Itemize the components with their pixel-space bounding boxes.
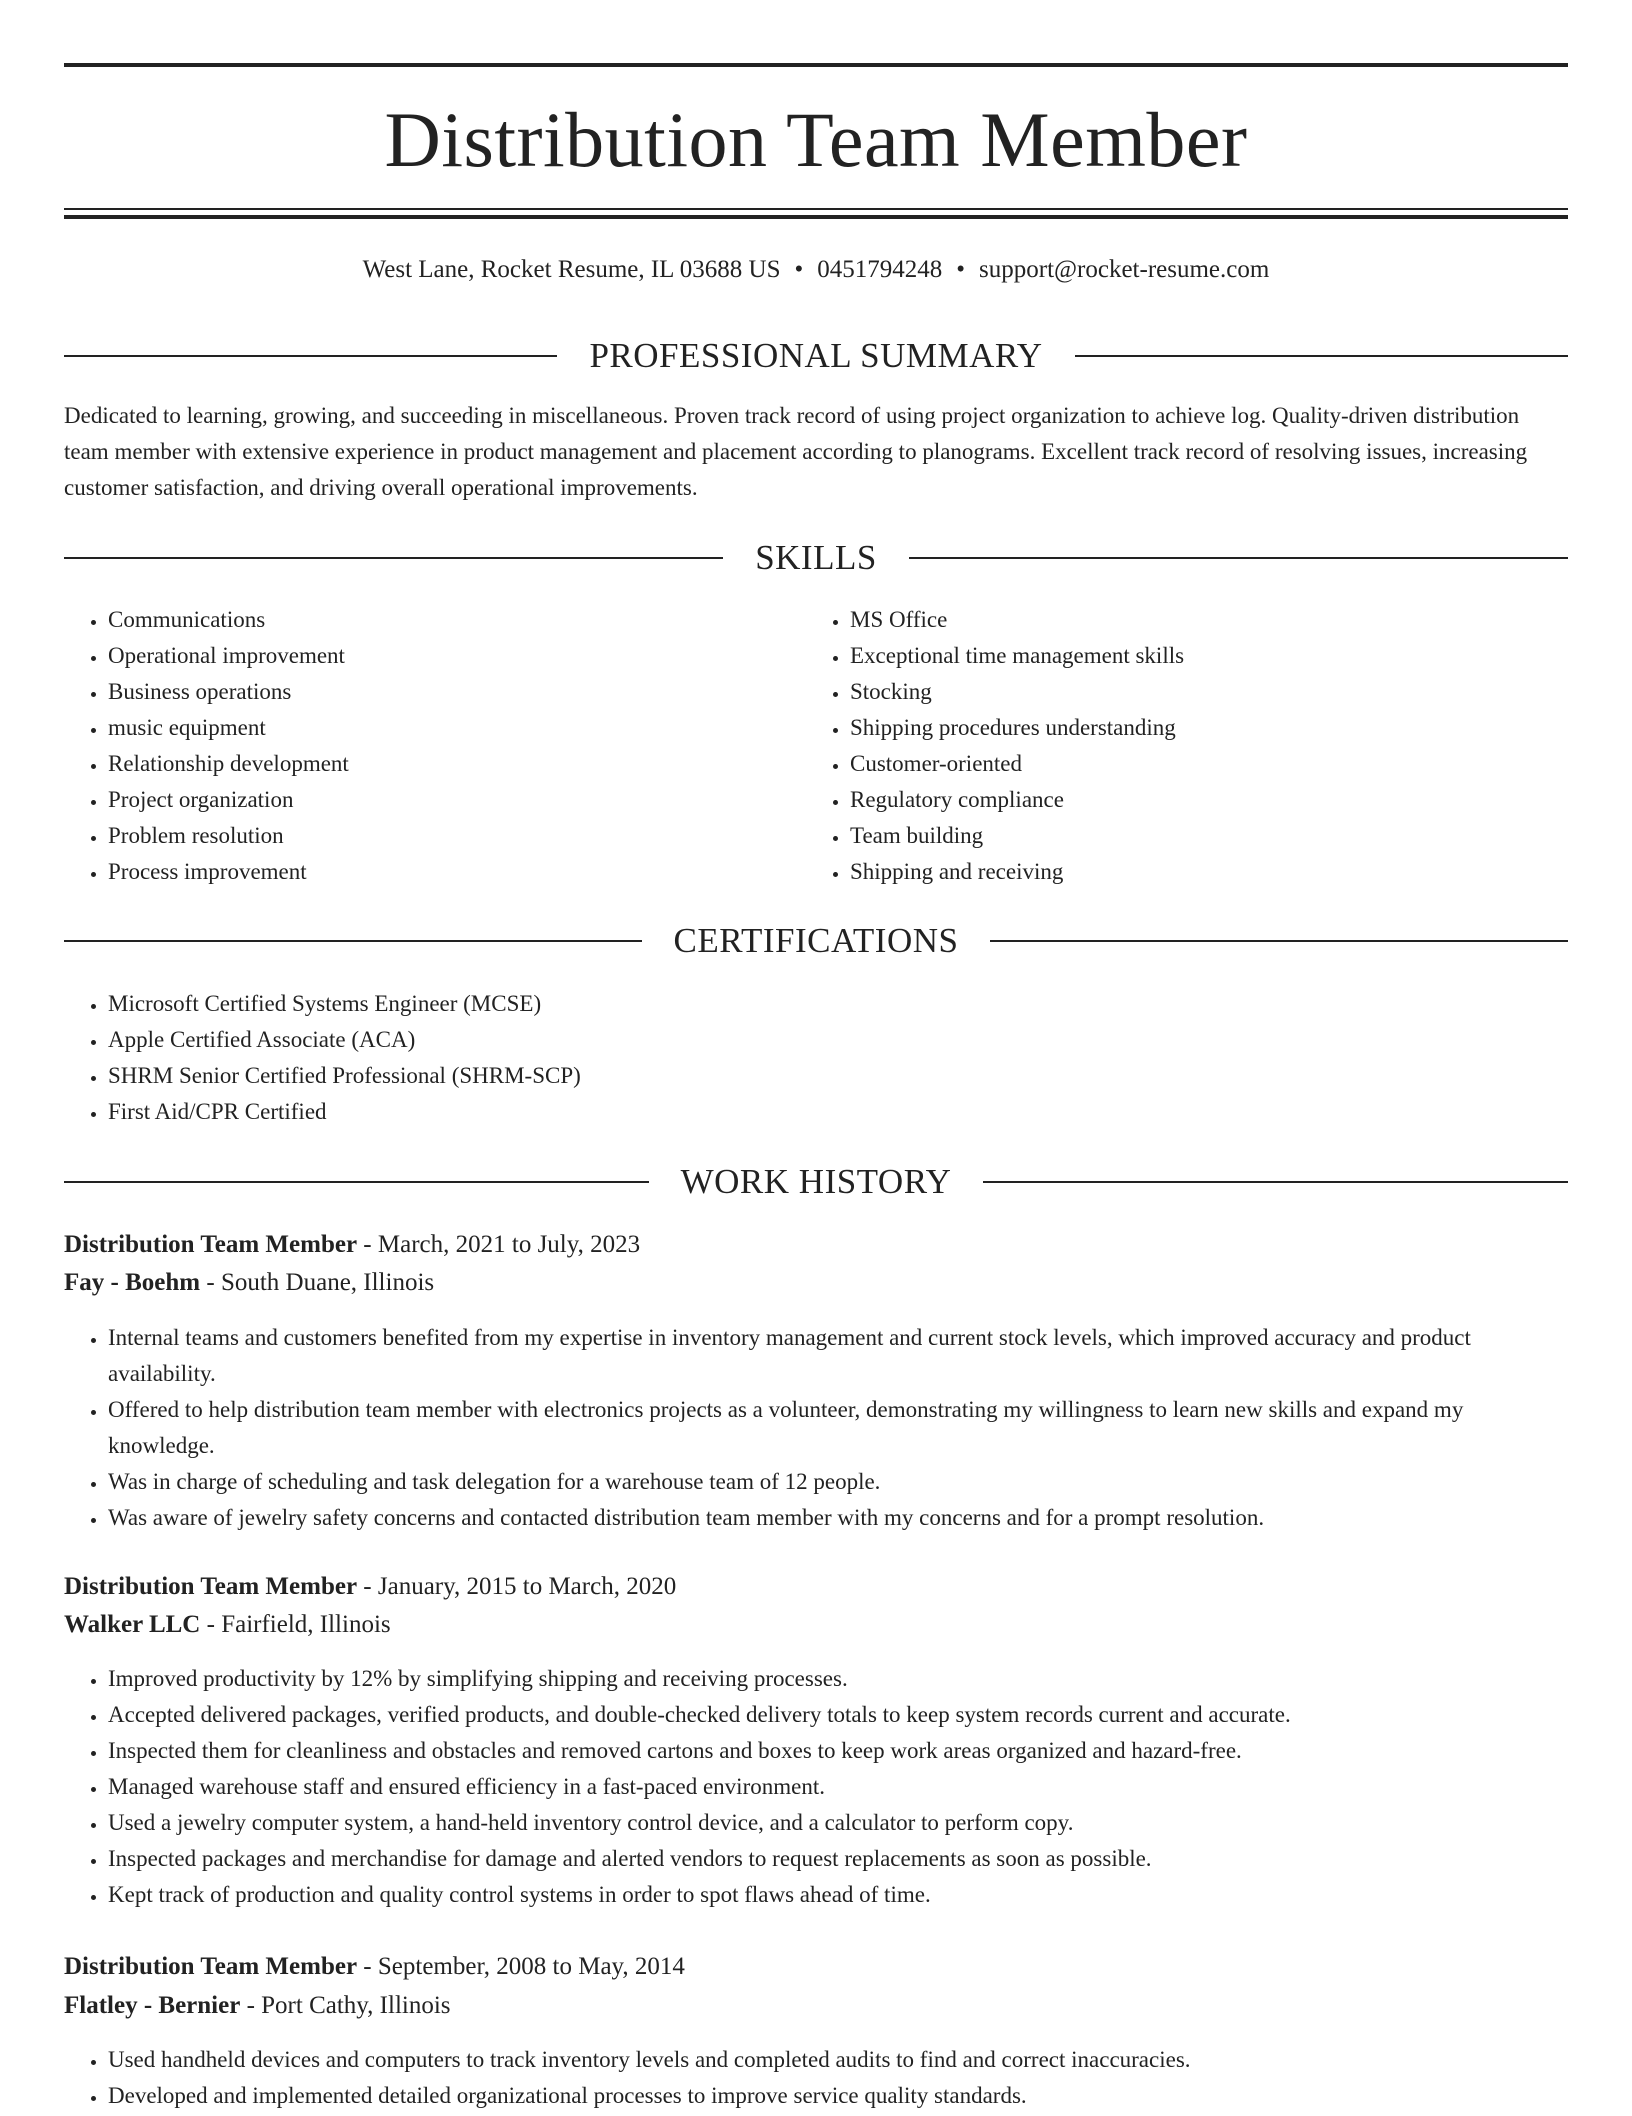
- job-company: Fay - Boehm: [64, 1269, 201, 1296]
- job-dates: March, 2021 to July, 2023: [377, 1231, 641, 1258]
- job-dash: -: [357, 1953, 378, 1980]
- job-company-line: [64, 1265, 1568, 1301]
- skill-item: • Customer-oriented: [850, 746, 1610, 782]
- header-rule-upper: [64, 208, 1568, 210]
- heading-line-right: [983, 1181, 1568, 1183]
- skill-item: • Problem resolution: [108, 818, 808, 854]
- certification-item: • SHRM Senior Certified Professional (SHRM-SCP): [108, 1058, 1568, 1094]
- job-dash: -: [357, 1573, 378, 1600]
- job-bullet: • Kept track of production and quality control systems in order to spot flaws ahead of time.: [108, 1877, 1568, 1913]
- contact-separator: •: [956, 256, 966, 283]
- job-title: Distribution Team Member: [64, 1573, 358, 1600]
- contact-separator: •: [794, 256, 804, 283]
- header-rule-lower: [64, 215, 1568, 219]
- heading-line-right: [990, 940, 1568, 942]
- job-company: Walker LLC: [64, 1611, 201, 1638]
- section-heading-certifications: [64, 919, 1568, 963]
- skill-item: • Exceptional time management skills: [850, 638, 1610, 674]
- section-heading-summary: [64, 334, 1568, 378]
- job-bullets: [64, 1320, 1568, 1536]
- job-bullet: • Used handheld devices and computers to track inventory levels and completed audits to find and correct inaccuracies.: [108, 2042, 1568, 2078]
- heading-line-left: [64, 940, 642, 942]
- heading-line-right: [1075, 355, 1568, 357]
- skill-item: • Team building: [850, 818, 1610, 854]
- section-heading-skills: [64, 536, 1568, 580]
- skill-item: • Shipping procedures understanding: [850, 710, 1610, 746]
- job-bullet: • Inspected packages and merchandise for damage and alerted vendors to request replacements as soon as possible.: [108, 1841, 1568, 1877]
- header-top-rule: [64, 63, 1568, 67]
- job-dash: -: [200, 1269, 221, 1296]
- skill-item: • Project organization: [108, 782, 808, 818]
- heading-line-left: [64, 1181, 649, 1183]
- job-bullet: • Was in charge of scheduling and task delegation for a warehouse team of 12 people.: [108, 1464, 1568, 1500]
- summary-text: Dedicated to learning, growing, and succeeding in miscellaneous. Proven track record of using project organization to achieve log. Quality-driven distribution team member with extensive experience in product management and placement according to planograms. Excellent track record of resolving issues, increasing customer satisfaction, and driving overall operational improvements.: [64, 403, 1528, 500]
- job-company-line: [64, 1988, 1568, 2024]
- skill-item: • Shipping and receiving: [850, 854, 1610, 890]
- skill-item: • music equipment: [108, 710, 808, 746]
- section-title: SKILLS: [755, 538, 877, 577]
- section-title: PROFESSIONAL SUMMARY: [589, 336, 1043, 375]
- skill-item: • MS Office: [850, 602, 1610, 638]
- job-title-line: [64, 1949, 1568, 1985]
- job-dash: -: [200, 1611, 222, 1638]
- section-title: CERTIFICATIONS: [673, 921, 959, 960]
- job-company-line: [64, 1607, 1568, 1643]
- job-title-line: [64, 1569, 1568, 1605]
- section-title: WORK HISTORY: [680, 1162, 952, 1201]
- job-bullet: • Managed warehouse staff and ensured efficiency in a fast-paced environment.: [108, 1769, 1568, 1805]
- heading-line-right: [909, 557, 1568, 559]
- certification-item: • First Aid/CPR Certified: [108, 1094, 1568, 1130]
- certifications-list: [64, 986, 1568, 1130]
- job-location: Fairfield, Illinois: [221, 1611, 391, 1638]
- job-bullet: • Accepted delivered packages, verified products, and double-checked delivery totals to keep system records current and accurate.: [108, 1697, 1568, 1733]
- skill-item: • Operational improvement: [108, 638, 808, 674]
- job-company: Flatley - Bernier: [64, 1992, 241, 2019]
- contact-phone: 0451794248: [817, 256, 943, 283]
- job-location: Port Cathy, Illinois: [261, 1992, 451, 2019]
- job-bullets: [64, 2042, 1568, 2114]
- resume-name: Distribution Team Member: [384, 96, 1248, 183]
- job-title-line: [64, 1227, 1568, 1263]
- skills-list-right: [806, 602, 1610, 890]
- section-heading-work-history: [64, 1160, 1568, 1204]
- job-title: Distribution Team Member: [64, 1231, 358, 1258]
- heading-line-left: [64, 557, 723, 559]
- skill-item: • Business operations: [108, 674, 808, 710]
- job-bullets: [64, 1661, 1568, 1913]
- certification-item: • Apple Certified Associate (ACA): [108, 1022, 1568, 1058]
- job-bullet: • Used a jewelry computer system, a hand-held inventory control device, and a calculator to perform copy.: [108, 1805, 1568, 1841]
- job-dash: -: [357, 1231, 378, 1258]
- contact-email[interactable]: support@rocket-resume.com: [979, 256, 1270, 283]
- contact-address: West Lane, Rocket Resume, IL 03688 US: [362, 256, 781, 283]
- skill-item: • Process improvement: [108, 854, 808, 890]
- job-location: South Duane, Illinois: [220, 1269, 435, 1296]
- skill-item: • Communications: [108, 602, 808, 638]
- job-dates: September, 2008 to May, 2014: [377, 1953, 685, 1980]
- skills-list-left: [64, 602, 808, 890]
- skill-item: • Relationship development: [108, 746, 808, 782]
- job-dash: -: [240, 1992, 262, 2019]
- job-dates: January, 2015 to March, 2020: [377, 1573, 677, 1600]
- skill-item: • Stocking: [850, 674, 1610, 710]
- contact-line: [64, 254, 1568, 286]
- job-bullet: • Offered to help distribution team member with electronics projects as a volunteer, demonstrating my willingness to learn new skills and expand my knowledge.: [108, 1392, 1568, 1464]
- job-title: Distribution Team Member: [64, 1953, 358, 1980]
- job-bullet: • Developed and implemented detailed organizational processes to improve service quality standards.: [108, 2078, 1568, 2114]
- job-bullet: • Inspected them for cleanliness and obstacles and removed cartons and boxes to keep work areas organized and hazard-free.: [108, 1733, 1568, 1769]
- job-bullet: • Was aware of jewelry safety concerns and contacted distribution team member with my concerns and for a prompt resolution.: [108, 1500, 1568, 1536]
- certification-item: • Microsoft Certified Systems Engineer (MCSE): [108, 986, 1568, 1022]
- job-bullet: • Improved productivity by 12% by simplifying shipping and receiving processes.: [108, 1661, 1568, 1697]
- job-bullet: • Internal teams and customers benefited from my expertise in inventory management and current stock levels, which improved accuracy and product availability.: [108, 1320, 1568, 1392]
- heading-line-left: [64, 355, 557, 357]
- skill-item: • Regulatory compliance: [850, 782, 1610, 818]
